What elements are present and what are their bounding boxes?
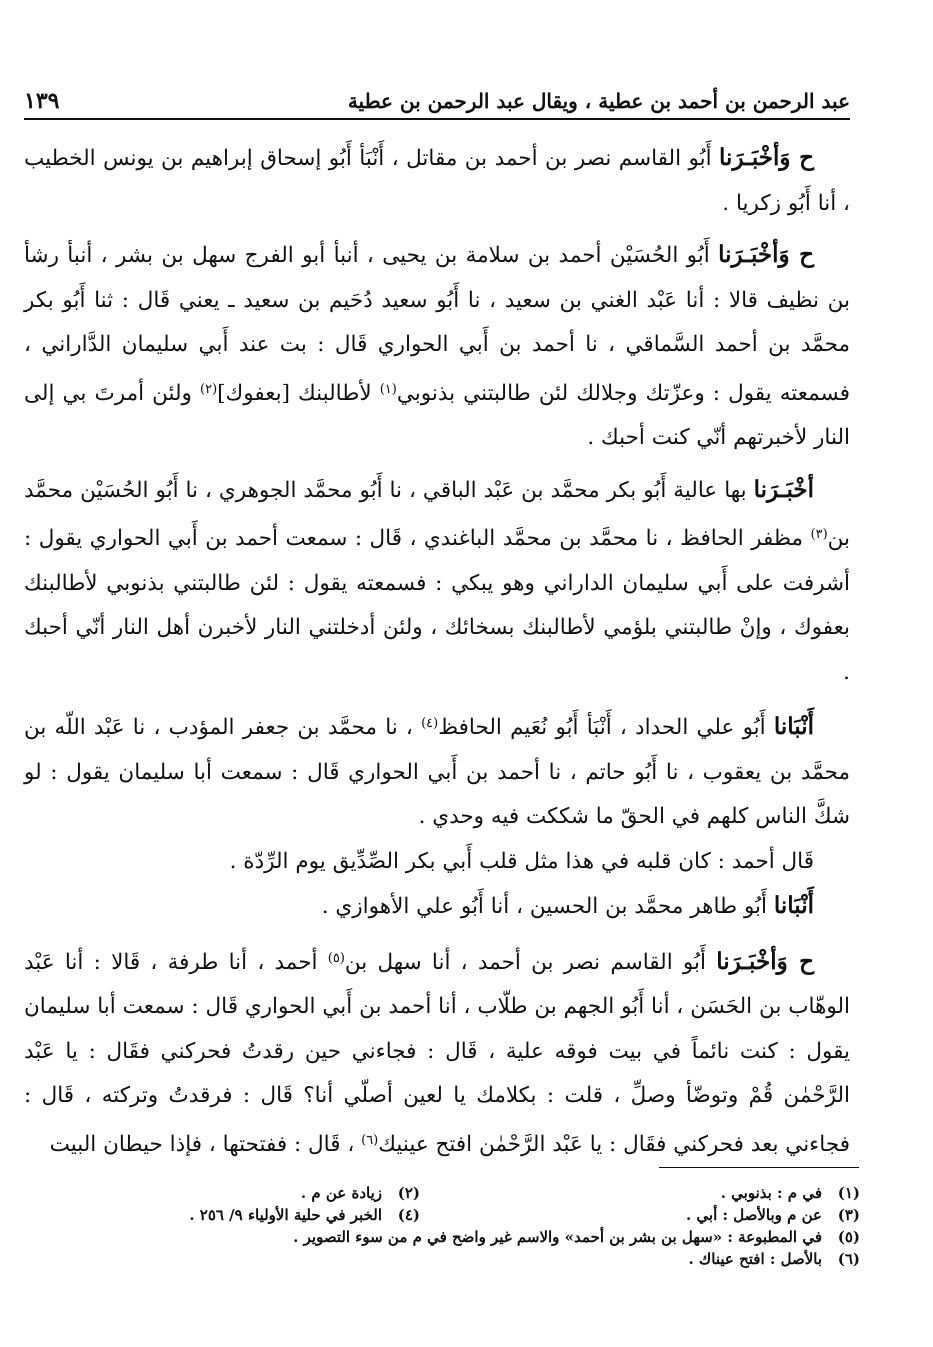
isnad-lead: ح وَأخْبَـرَنا	[716, 947, 814, 975]
paragraph	[24, 937, 850, 1168]
paragraph-text: أَبُو الحُسَيْن أحمد بن سلامة بن يحيى ، أنبأ أبو الفرج سهل بن بشر ، أنبأ رشأ بن نظيف قالا : أنا عَبْد الغني بن سعيد ، نا أَبُو سعيد دُحَيم بن سعيد ـ يعني قَال : ثنا أَبُو بكر محمَّد بن أحمد السَّماقي ، نا أحمد بن أَبي الحواري قَال : بت عند أَبي سليمان الدَّاراني ، فسمعته يقول : وعزّتك وجلالك لئن طالبتني بذنوبي	[24, 243, 851, 406]
footnote-row	[100, 1182, 860, 1204]
paragraph	[24, 136, 850, 226]
paragraph-text: أحمد ، أنا طرفة ، قَالا : أنا عَبْد الوهّاب بن الحَسَن ، أنا أَبُو الجهم بن طلّاب ، أنا أحمد بن أَبي الحواري قَال : سمعت أبا سليمان يقول : كنت نائماً في بيت فوقه علية ، قَال : فجاءني حين رقدتُ فحركني فقَال : يا عَبْد الرَّحْمٰن قُمْ وتوضّأ وصلِّ ، قلت : بكلامك يا لعين أصلّي أنا؟ قَال : فرقدتُ وتركته ، قَال : فجاءني بعد فحركني فقَال : يا عَبْد الرَّحْمٰن افتح عينيك	[24, 949, 850, 1157]
paragraph-text: ، قَال : ففتحتها ، فإذا حيطان البيت	[49, 1131, 362, 1157]
header-title: عبد الرحمن بن أحمد بن عطية ، ويقال عبد الرحمن بن عطية	[347, 89, 850, 113]
footnote-row	[100, 1204, 860, 1226]
paragraph	[24, 702, 850, 840]
isnad-lead: أَنْبَانا	[773, 713, 815, 740]
isnad-lead: أخْبَـرَنا	[753, 475, 814, 503]
paragraph	[24, 468, 850, 696]
isnad-lead: ح وَأخْبَـرَنا	[719, 144, 814, 171]
paragraph-text: ، نا محمَّد بن جعفر المؤدب ، نا عَبْد اللّه بن محمَّد بن يعقوب ، نا أَبُو حاتم ، نا أحمد بن أَبي الحواري قَال : سمعت أبا سليمان يقول : لو شكَّ الناس كلهم في الحقّ ما شككت فيه وحدي .	[24, 715, 850, 829]
isnad-lead: أَنْبَانا	[773, 892, 814, 919]
footnote	[301, 1182, 420, 1204]
footnote-number: (٣)	[837, 1206, 860, 1224]
paragraph-text: لأطالبنك [بعفوك]	[217, 380, 380, 406]
footnote-ref[interactable]: (٢)	[200, 381, 218, 397]
footnotes	[100, 1182, 860, 1270]
paragraph-text: أَبُو القاسم نصر بن أحمد بن مقاتل ، أَنْبَأ أَبُو إسحاق إبراهيم بن يونس الخطيب ، أنا أَبُو زكريا .	[24, 146, 850, 216]
footnote-number: (٢)	[397, 1184, 420, 1202]
footnote-number: (٥)	[837, 1228, 860, 1246]
footnote-ref[interactable]: (٤)	[421, 716, 439, 731]
paragraph	[24, 884, 850, 930]
footnote	[100, 1248, 860, 1270]
footnote-text: الخبر في حلية الأولياء ٩/ ٢٥٦ .	[189, 1206, 382, 1224]
paragraph-text: قَال أحمد : كان قلبه في هذا مثل قلب أَبي بكر الصِّدِّيق يوم الرِّدّة .	[229, 848, 814, 874]
paragraph-text: بها عالية أَبُو بكر محمَّد بن عَبْد الباقي ، نا أَبُو محمَّد الجوهري ، نا أَبُو الحُسَيْن محمَّد بن	[24, 477, 850, 551]
footnote-text: زيادة عن م .	[300, 1184, 382, 1202]
paragraph-text: مظفر الحافظ ، نا محمَّد بن محمَّد الباغندي ، قَال : سمعت أحمد بن أَبي الحواري يقول : أشرفت على أَبي سليمان الداراني وهو يبكي : فسمعته يقول : لئن طالبتني بذنوبي لأطالبنك بعفوك ، وإنْ طالبتني بلؤمي لأطالبنك بسخائك ، ولئن أدخلتني النار لأخبرن أهل النار أنّي أحبك .	[24, 526, 850, 685]
main-text	[24, 136, 850, 1167]
footnote	[100, 1226, 860, 1248]
footnote	[420, 1182, 860, 1204]
footnote-text: في م : بذنوبي .	[720, 1184, 822, 1202]
footnote-ref[interactable]: (١)	[379, 381, 397, 397]
footnote-divider	[659, 1167, 859, 1168]
footnote-ref[interactable]: (٥)	[327, 950, 345, 966]
paragraph-text: ولئن أمرتَ بي إلى النار لأخبرتهم أنّي كنت أحبك .	[24, 380, 850, 450]
footnote-text: بالأصل : افتح عيناك .	[688, 1250, 822, 1268]
footnote-number: (٦)	[837, 1250, 860, 1268]
paragraph	[24, 233, 850, 461]
footnote-text: عن م وبالأصل : أبي .	[685, 1206, 822, 1224]
footnote-text: في المطبوعة : «سهل بن بشر بن أحمد» والاسم غير واضح في م من سوء التصوير .	[293, 1228, 822, 1246]
paragraph	[24, 840, 850, 885]
running-header	[24, 84, 850, 120]
footnote	[189, 1204, 420, 1226]
paragraph-text: أَبُو القاسم نصر بن أحمد ، أنا سهل بن	[344, 949, 717, 975]
footnote-number: (١)	[837, 1184, 860, 1202]
isnad-lead: ح وَأخْبَـرَنا	[718, 241, 814, 268]
page-number: ١٣٩	[24, 88, 60, 114]
paragraph-text: أَبُو طاهر محمَّد بن الحسين ، أنا أَبُو علي الأهوازي .	[321, 894, 774, 919]
footnote	[420, 1204, 860, 1226]
paragraph-text: أَبُو علي الحداد ، أَنْبَأ أَبُو نُعَيم الحافظ	[438, 715, 774, 740]
footnote-number: (٤)	[397, 1206, 420, 1224]
footnote-ref[interactable]: (٦)	[361, 1132, 379, 1148]
footnote-ref[interactable]: (٣)	[810, 527, 828, 542]
